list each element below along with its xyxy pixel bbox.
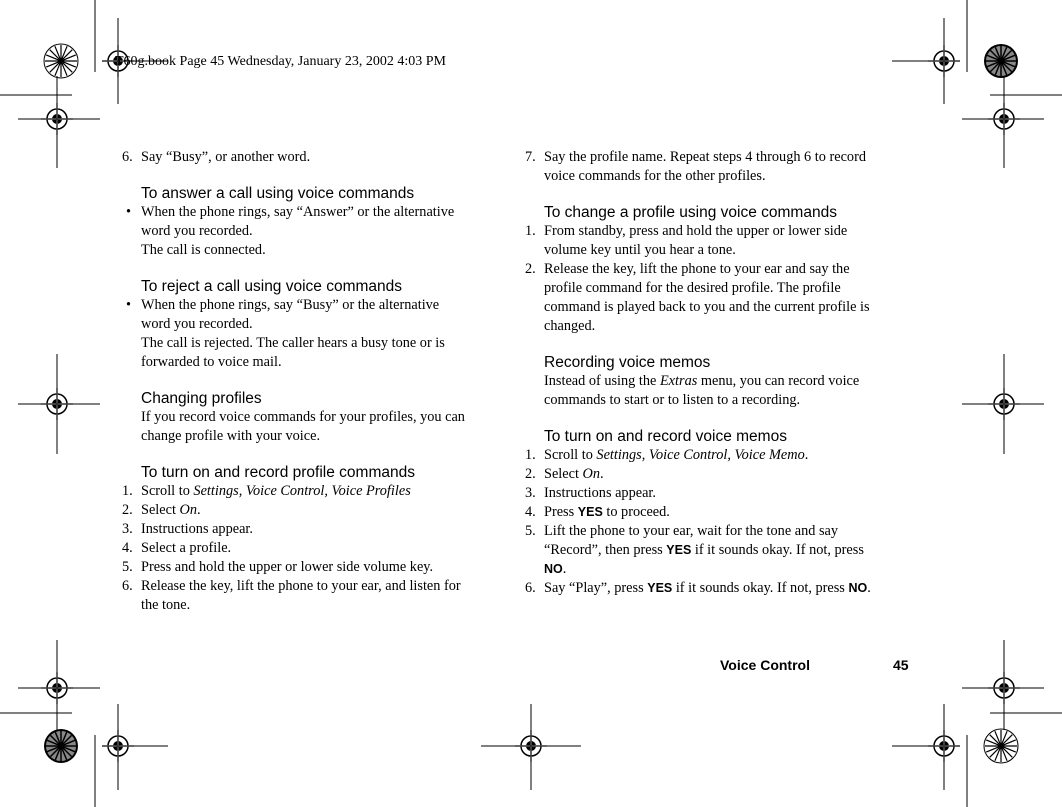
no-key-label: NO bbox=[544, 562, 563, 576]
list-item: 2. Select On. bbox=[122, 502, 201, 518]
bullet-icon: • bbox=[126, 297, 132, 313]
section-heading: To reject a call using voice commands bbox=[141, 278, 403, 295]
section-heading: To turn on and record voice memos bbox=[544, 428, 787, 445]
left-column: 6. Say “Busy”, or another word. To answer a call using voice commands • When the phone rings, say “Answer” or the alternative word you recorded. The call is connected. To reject a call using voice commands • When the phone rings, say “Busy” or the alternative word you recorded. The call is rejected. The caller hears a busy tone or is forwarded to voice mail. Changing profiles If you record voice commands for your profiles, you can change profile with your voice. To turn on and record profile commands 1. Scroll to Settings, Voice Control, Voice Profiles 2. Select On. 3. Instructions appear. 4. Select a profile. 5. Press and hold the upper or lower side volume key. 6. Release the key, lift the phone to your ear, and listen for the tone. bbox=[122, 148, 506, 615]
list-item: 5. Lift the phone to your ear, wait for the tone and say bbox=[525, 523, 839, 539]
bullet-icon: • bbox=[126, 204, 132, 220]
section-heading: To answer a call using voice commands bbox=[141, 185, 415, 202]
section-heading: Recording voice memos bbox=[544, 354, 711, 371]
book-header: T60g.book Page 45 Wednesday, January 23, 2002 4:03 PM bbox=[115, 54, 446, 69]
list-item: 6. Say “Play”, press YES if it sounds okay. If not, press NO. bbox=[525, 580, 871, 596]
list-item: 6. Release the key, lift the phone to your ear, and listen for bbox=[122, 578, 461, 594]
list-item: • When the phone rings, say “Busy” or the alternative bbox=[126, 297, 440, 313]
list-item: 1. From standby, press and hold the upper or lower side bbox=[525, 223, 848, 239]
yes-key-label: YES bbox=[666, 543, 692, 557]
no-key-label: NO bbox=[848, 581, 868, 595]
list-item: 5. Press and hold the upper or lower side volume key. bbox=[122, 559, 434, 575]
page-number: 45 bbox=[893, 657, 909, 673]
list-item: 6. Say “Busy”, or another word. bbox=[122, 149, 311, 165]
list-item: 3. Instructions appear. bbox=[525, 485, 656, 501]
list-item: 2. Select On. bbox=[525, 466, 604, 482]
section-heading: To turn on and record profile commands bbox=[141, 464, 415, 481]
list-item: 3. Instructions appear. bbox=[122, 521, 253, 537]
list-item: 4. Press YES to proceed. bbox=[525, 504, 670, 520]
section-heading: To change a profile using voice commands bbox=[544, 204, 837, 221]
yes-key-label: YES bbox=[577, 505, 603, 519]
list-item: 2. Release the key, lift the phone to your ear and say the bbox=[525, 261, 850, 277]
list-item: • When the phone rings, say “Answer” or the alternative bbox=[126, 204, 455, 220]
section-heading: Changing profiles bbox=[141, 390, 262, 407]
list-item: 1. Scroll to Settings, Voice Control, Voice Profiles bbox=[122, 483, 411, 499]
list-item: 7. Say the profile name. Repeat steps 4 through 6 to record bbox=[525, 149, 866, 165]
footer-section-title: Voice Control bbox=[720, 657, 810, 673]
list-item: 4. Select a profile. bbox=[122, 540, 232, 556]
yes-key-label: YES bbox=[647, 581, 673, 595]
list-item: 1. Scroll to Settings, Voice Control, Voice Memo. bbox=[525, 447, 809, 463]
right-column: 7. Say the profile name. Repeat steps 4 through 6 to record voice commands for the other profiles. To change a profile using voice commands 1. From standby, press and hold the upper or lower side volume key until you hear a tone. 2. Release the key, lift the phone to your ear and say the profile command for the desired profile. The profile command is played back to you and the current profile is changed. Recording voice memos Instead of using the Extras menu, you can record voice commands to start or to listen to a recording. To turn on and record voice memos 1. Scroll to Settings, Voice Control, Voice Memo. 2. Select On. 3. Instructions appear. 4. Press YES to proceed. 5. Lift the phone to your ear, wait for the tone and say “Record”, then press YES if it sounds okay. If not, press NO. 6. Say “Play”, press YES if it sounds okay. If not, press NO. bbox=[525, 148, 911, 598]
